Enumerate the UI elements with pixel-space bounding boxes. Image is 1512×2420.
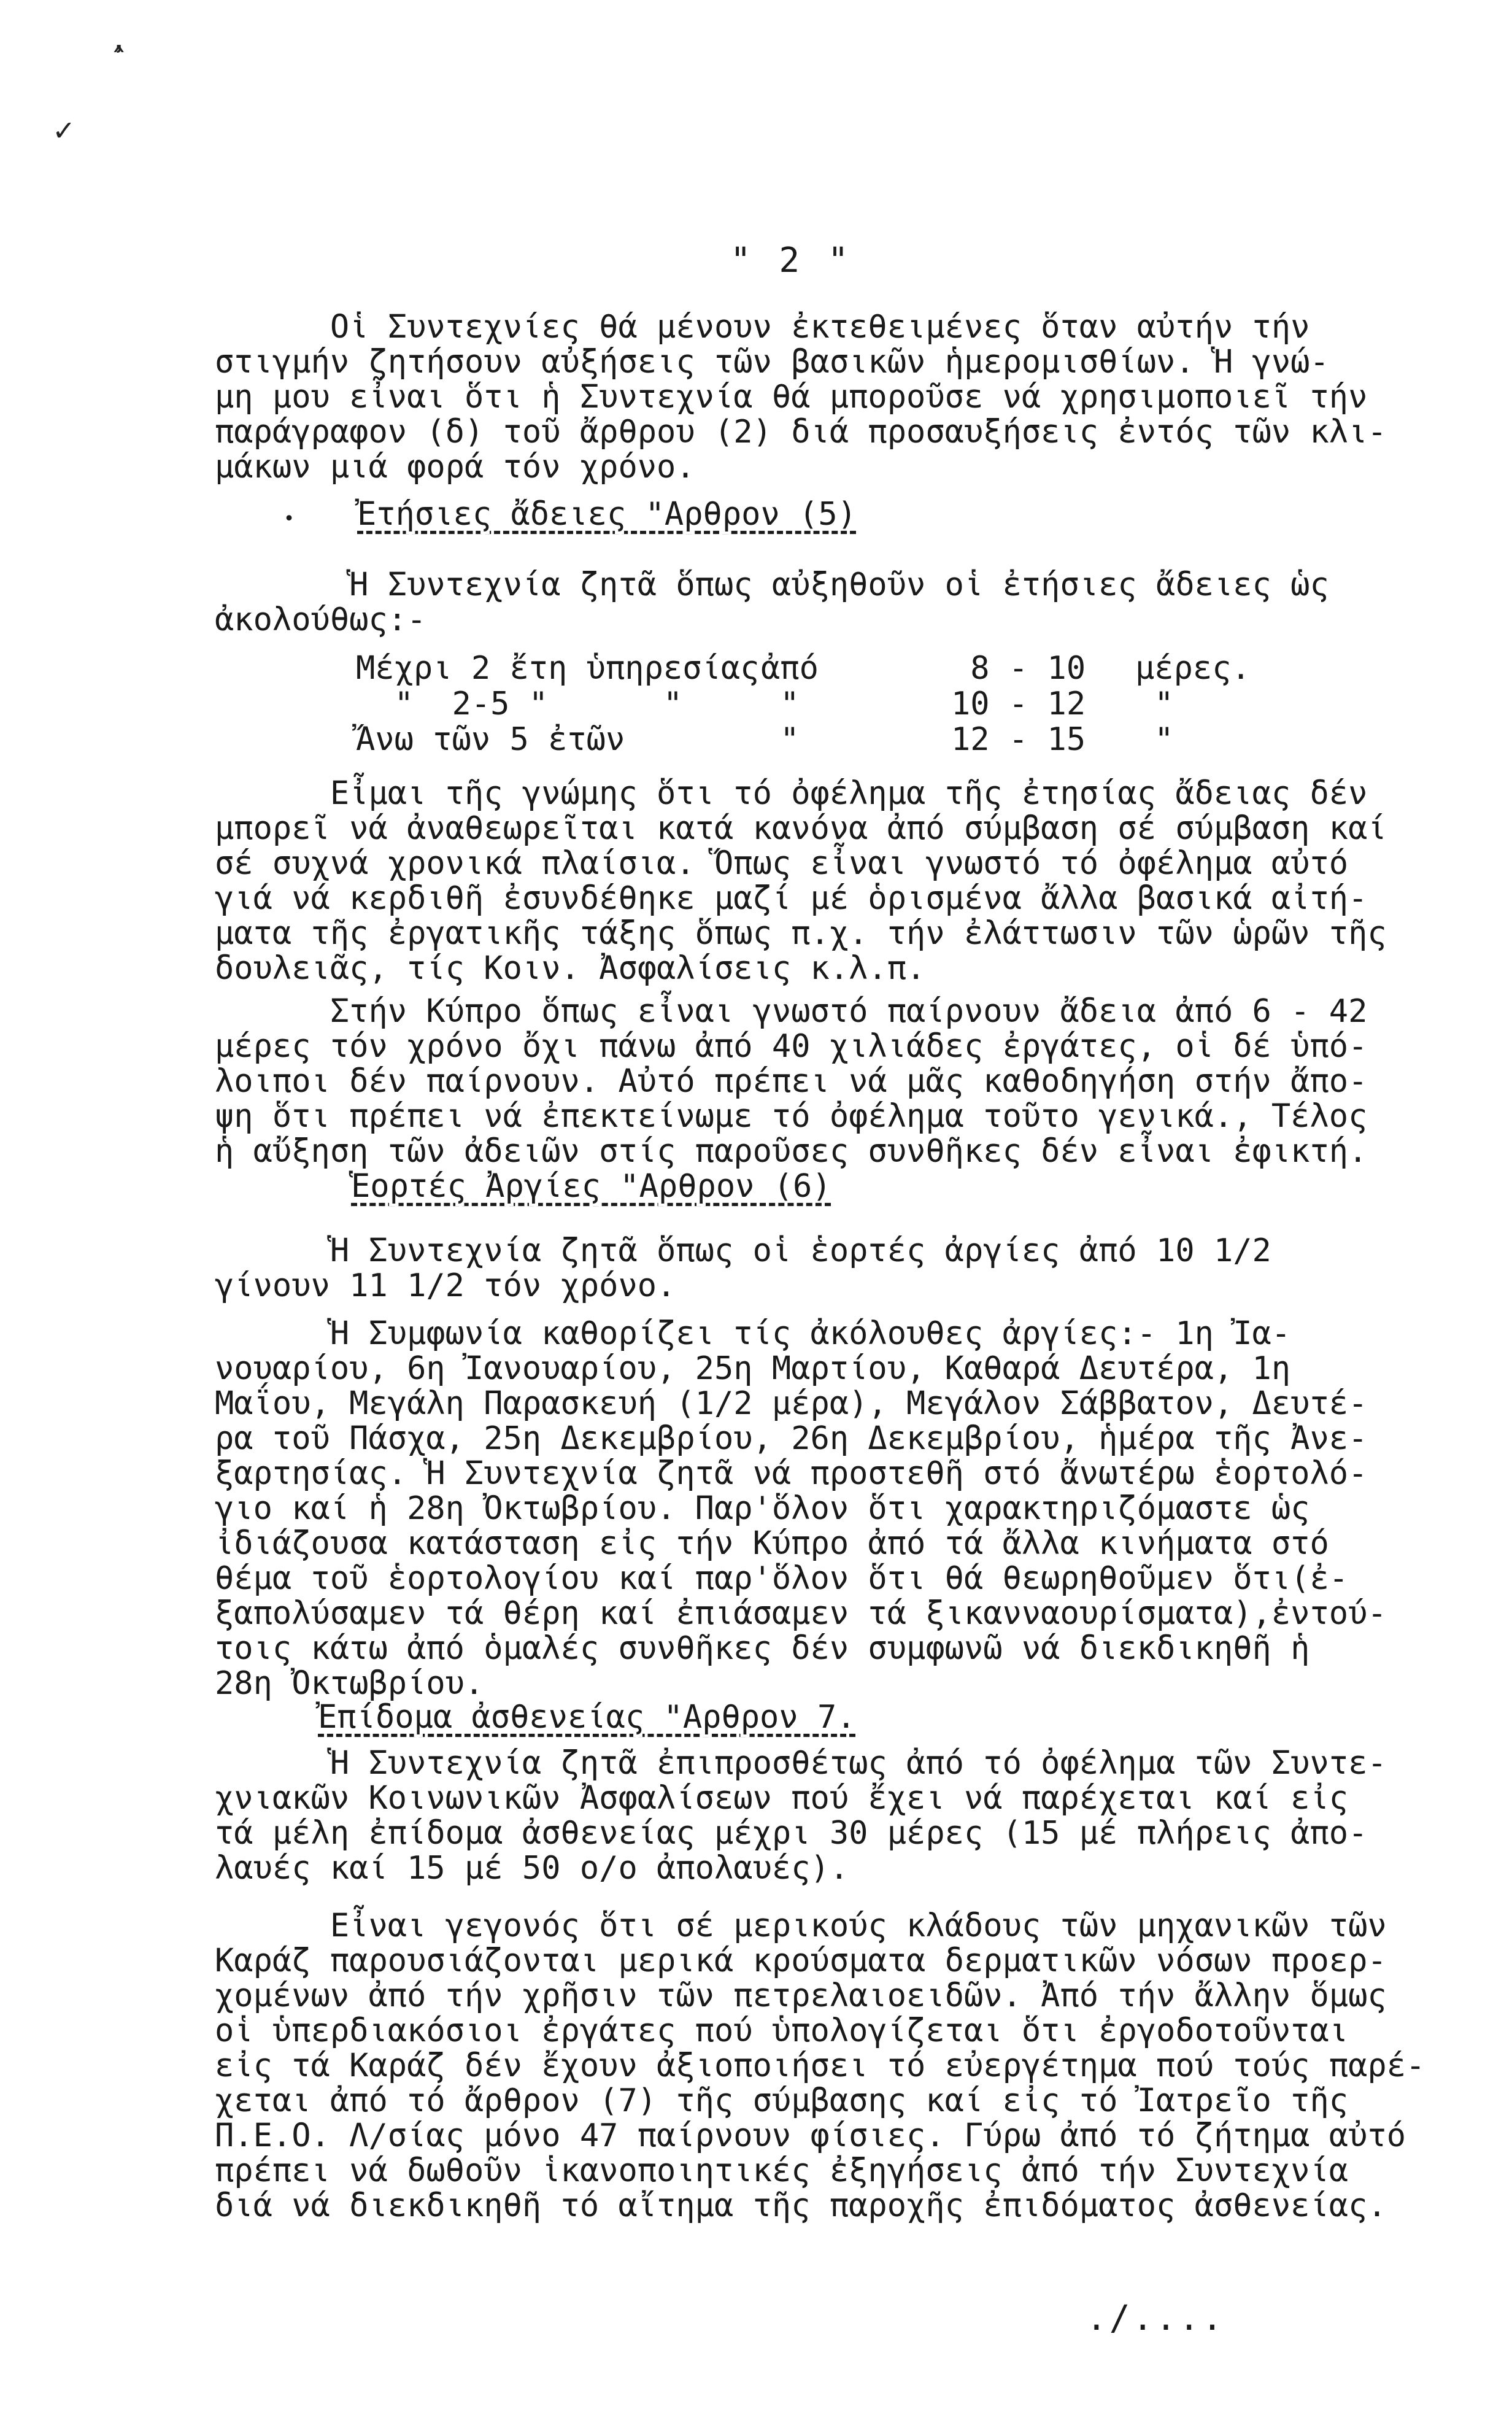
text-line: ἰδιάζουσα κατάσταση εἰς τήν Κύπρο ἀπό τά ἄλλα κινήματα στό (215, 1525, 1329, 1562)
text-line: Οἱ Συντεχνίες θά μένουν ἐκτεθειμένες ὅταν αὐτήν τήν (215, 309, 1310, 346)
heading-holidays: Ἑορτές Ἀργίες "Αρθρον (6) (351, 1168, 831, 1205)
text-line: εἰς τά Καράζ δέν ἔχουν ἀξιοποιήσει τό εὐεργέτημα πού τούς παρέ- (215, 2047, 1425, 2084)
text-line: ξαρτησίας. Ἡ Συντεχνία ζητᾶ νά προστεθῆ στό ἄνωτέρω ἑορτολό- (215, 1455, 1368, 1492)
text-line: Μαΐου, Μεγάλη Παρασκευή (1/2 μέρα), Μεγάλον Σάββατον, Δευτέ- (215, 1385, 1368, 1422)
leave-table (356, 651, 1251, 757)
text-line: ρα τοῦ Πάσχα, 25η Δεκεμβρίου, 26η Δεκεμβρίου, ἡμέρα τῆς Ἀνε- (215, 1420, 1368, 1457)
text-line: γίνουν 11 1/2 τόν χρόνο. (215, 1267, 676, 1304)
text-line: Ἡ Συντεχνία ζητᾶ ὅπως οἱ ἑορτές ἀργίες ἀπό 10 1/2 (215, 1232, 1271, 1269)
text-line: θέμα τοῦ ἑορτολογίου καί παρ'ὅλον ὅτι θά θεωρηθοῦμεν ὅτι(ἐ- (215, 1560, 1349, 1597)
table-cell: ἀπό (761, 650, 819, 687)
text-line: χομένων ἀπό τήν χρῆσιν τῶν πετρελαιοειδῶν. Ἀπό τήν ἄλλην ὅμως (215, 1977, 1387, 2014)
text-line: Ἡ Συμφωνία καθορίζει τίς ἀκόλουθες ἀργίες:- 1η Ἰα- (215, 1315, 1291, 1352)
text-line: ἀκολούθως:- (215, 601, 426, 638)
text-line: μη μου εἶναι ὅτι ἡ Συντεχνία θά μποροῦσε νά χρησιμοποιεῖ τήν (215, 379, 1368, 416)
text-line: ἡ αὔξηση τῶν ἀδειῶν στίς παροῦσες συνθῆκες δέν εἶναι ἐφικτή. (215, 1133, 1368, 1170)
text-line: δουλειᾶς, τίς Κοιν. Ἀσφαλίσεις κ.λ.π. (215, 950, 926, 987)
heading-sickness: Ἐπίδομα ἀσθενείας "Αρθρον 7. (318, 1699, 856, 1736)
text-line: χεται ἀπό τό ἄρθρον (7) τῆς σύμβασης καί εἰς τό Ἰατρεῖο τῆς (215, 2082, 1349, 2119)
page-number: " 2 " (730, 241, 852, 280)
text-line: νουαρίου, 6η Ἰανουαρίου, 25η Μαρτίου, Καθαρά Δευτέρα, 1η (215, 1350, 1291, 1387)
heading-annual-leave: Ἐτήσιες ἄδειες "Αρθρον (5) (357, 496, 857, 533)
table-cell: μέρες. (1135, 650, 1251, 687)
intro-paragraph (215, 310, 1411, 485)
table-row (356, 722, 1251, 757)
text-line: λοιποι δέν παίρνουν. Αὐτό πρέπει νά μᾶς καθοδηγήση στήν ἄπο- (215, 1063, 1368, 1100)
margin-tick: ✓ (54, 112, 74, 149)
holidays-agreement (215, 1316, 1411, 1701)
text-line: Καράζ παρουσιάζονται μερικά κρούσματα δερματικῶν νόσων προερ- (215, 1943, 1387, 1979)
text-line: γιο καί ἡ 28η Ὀκτωβρίου. Παρ'ὅλον ὅτι χαρακτηριζόμαστε ὡς (215, 1490, 1310, 1527)
annual-leave-intro (215, 568, 1411, 638)
text-line: 28η Ὀκτωβρίου. (215, 1665, 484, 1702)
table-row (356, 686, 1251, 722)
sickness-request (215, 1746, 1411, 1886)
table-cell: " (761, 686, 800, 722)
text-line: Εἶναι γεγονός ὅτι σέ μερικούς κλάδους τῶν μηχανικῶν τῶν (215, 1908, 1387, 1944)
text-line: Π.Ε.Ο. Λ/σίας μόνο 47 παίρνουν φίσιες. Γύρω ἀπό τό ζήτημα αὐτό (215, 2117, 1406, 2154)
annual-leave-opinion (215, 776, 1411, 986)
text-line: μπορεῖ νά ἀναθεωρεῖται κατά κανόνα ἀπό σύμβαση σέ σύμβαση καί (215, 810, 1387, 847)
table-cell: " (1135, 686, 1174, 722)
table-cell: 8 - 10 (951, 650, 1086, 687)
text-line: μάκων μιά φορά τόν χρόνο. (215, 449, 695, 485)
table-cell: Μέχρι 2 ἔτη ὑπηρεσίας (356, 650, 760, 687)
table-cell: " (761, 721, 800, 758)
table-row (356, 651, 1251, 686)
text-line: ξαπολύσαμεν τά θέρη καί ἐπιάσαμεν τά ξικανναουρίσματα),ἐντού- (215, 1595, 1387, 1632)
margin-dot: • (284, 508, 295, 530)
table-cell: 12 - 15 (951, 721, 1086, 758)
sickness-fact (215, 1908, 1425, 2224)
text-line: χνιακῶν Κοινωνικῶν Ἀσφαλίσεων πού ἔχει νά παρέχεται καί εἰς (215, 1780, 1349, 1817)
text-line: γιά νά κερδιθῆ ἐσυνδέθηκε μαζί μέ ὁρισμένα ἄλλα βασικά αἰτή- (215, 880, 1368, 917)
text-line: Εἶμαι τῆς γνώμης ὅτι τό ὀφέλημα τῆς ἐτησίας ἄδειας δέν (215, 775, 1368, 812)
text-line: μέρες τόν χρόνο ὄχι πάνω ἀπό 40 χιλιάδες ἐργάτες, οἱ δέ ὑπό- (215, 1028, 1368, 1065)
text-line: τά μέλη ἐπίδομα ἀσθενείας μέχρι 30 μέρες (15 μέ πλήρεις ἀπο- (215, 1815, 1368, 1852)
text-line: παράγραφον (δ) τοῦ ἄρθρου (2) διά προσαυξήσεις ἐντός τῶν κλι- (215, 414, 1387, 450)
text-line: πρέπει νά δωθοῦν ἱκανοποιητικές ἐξηγήσεις ἀπό τήν Συντεχνία (215, 2152, 1349, 2189)
text-line: στιγμήν ζητήσουν αὐξήσεις τῶν βασικῶν ἡμερομισθίων. Ἡ γνώ- (215, 344, 1329, 381)
table-cell: " 2-5 " " (356, 686, 683, 722)
continuation-mark: ./.... (1086, 2298, 1225, 2338)
text-line: λαυές καί 15 μέ 50 ο/ο ἀπολαυές). (215, 1850, 849, 1887)
text-line: οἱ ὑπερδιακόσιοι ἐργάτες πού ὑπολογίζεται ὅτι ἐργοδοτοῦνται (215, 2012, 1349, 2049)
text-line: Ἡ Συντεχνία ζητᾶ ἐπιπροσθέτως ἀπό τό ὀφέλημα τῶν Συντε- (215, 1745, 1387, 1782)
table-cell: Ἄνω τῶν 5 ἐτῶν (356, 721, 625, 758)
holidays-request (215, 1234, 1411, 1304)
text-line: σέ συχνά χρονικά πλαίσια. Ὅπως εἶναι γνωστό τό ὀφέλημα αὐτό (215, 845, 1349, 882)
text-line: τοις κάτω ἀπό ὁμαλές συνθῆκες δέν συμφωνῶ νά διεκδικηθῆ ἡ (215, 1630, 1310, 1667)
annual-leave-cyprus (215, 994, 1411, 1169)
table-cell: " (1135, 721, 1174, 758)
text-line: διά νά διεκδικηθῆ τό αἴτημα τῆς παροχῆς ἐπιδόματος ἀσθενείας. (215, 2187, 1387, 2224)
text-line: ψη ὅτι πρέπει νά ἐπεκτείνωμε τό ὀφέλημα τοῦτο γενικά., Τέλος (215, 1098, 1368, 1135)
text-line: Ἡ Συντεχνία ζητᾶ ὅπως αὐξηθοῦν οἱ ἐτήσιες ἄδειες ὡς (215, 566, 1329, 603)
text-line: ματα τῆς ἐργατικῆς τάξης ὅπως π.χ. τήν ἐλάττωσιν τῶν ὡρῶν τῆς (215, 915, 1387, 952)
table-cell: 10 - 12 (951, 686, 1086, 722)
text-line: Στήν Κύπρο ὅπως εἶναι γνωστό παίρνουν ἄδεια ἀπό 6 - 42 (215, 993, 1368, 1030)
